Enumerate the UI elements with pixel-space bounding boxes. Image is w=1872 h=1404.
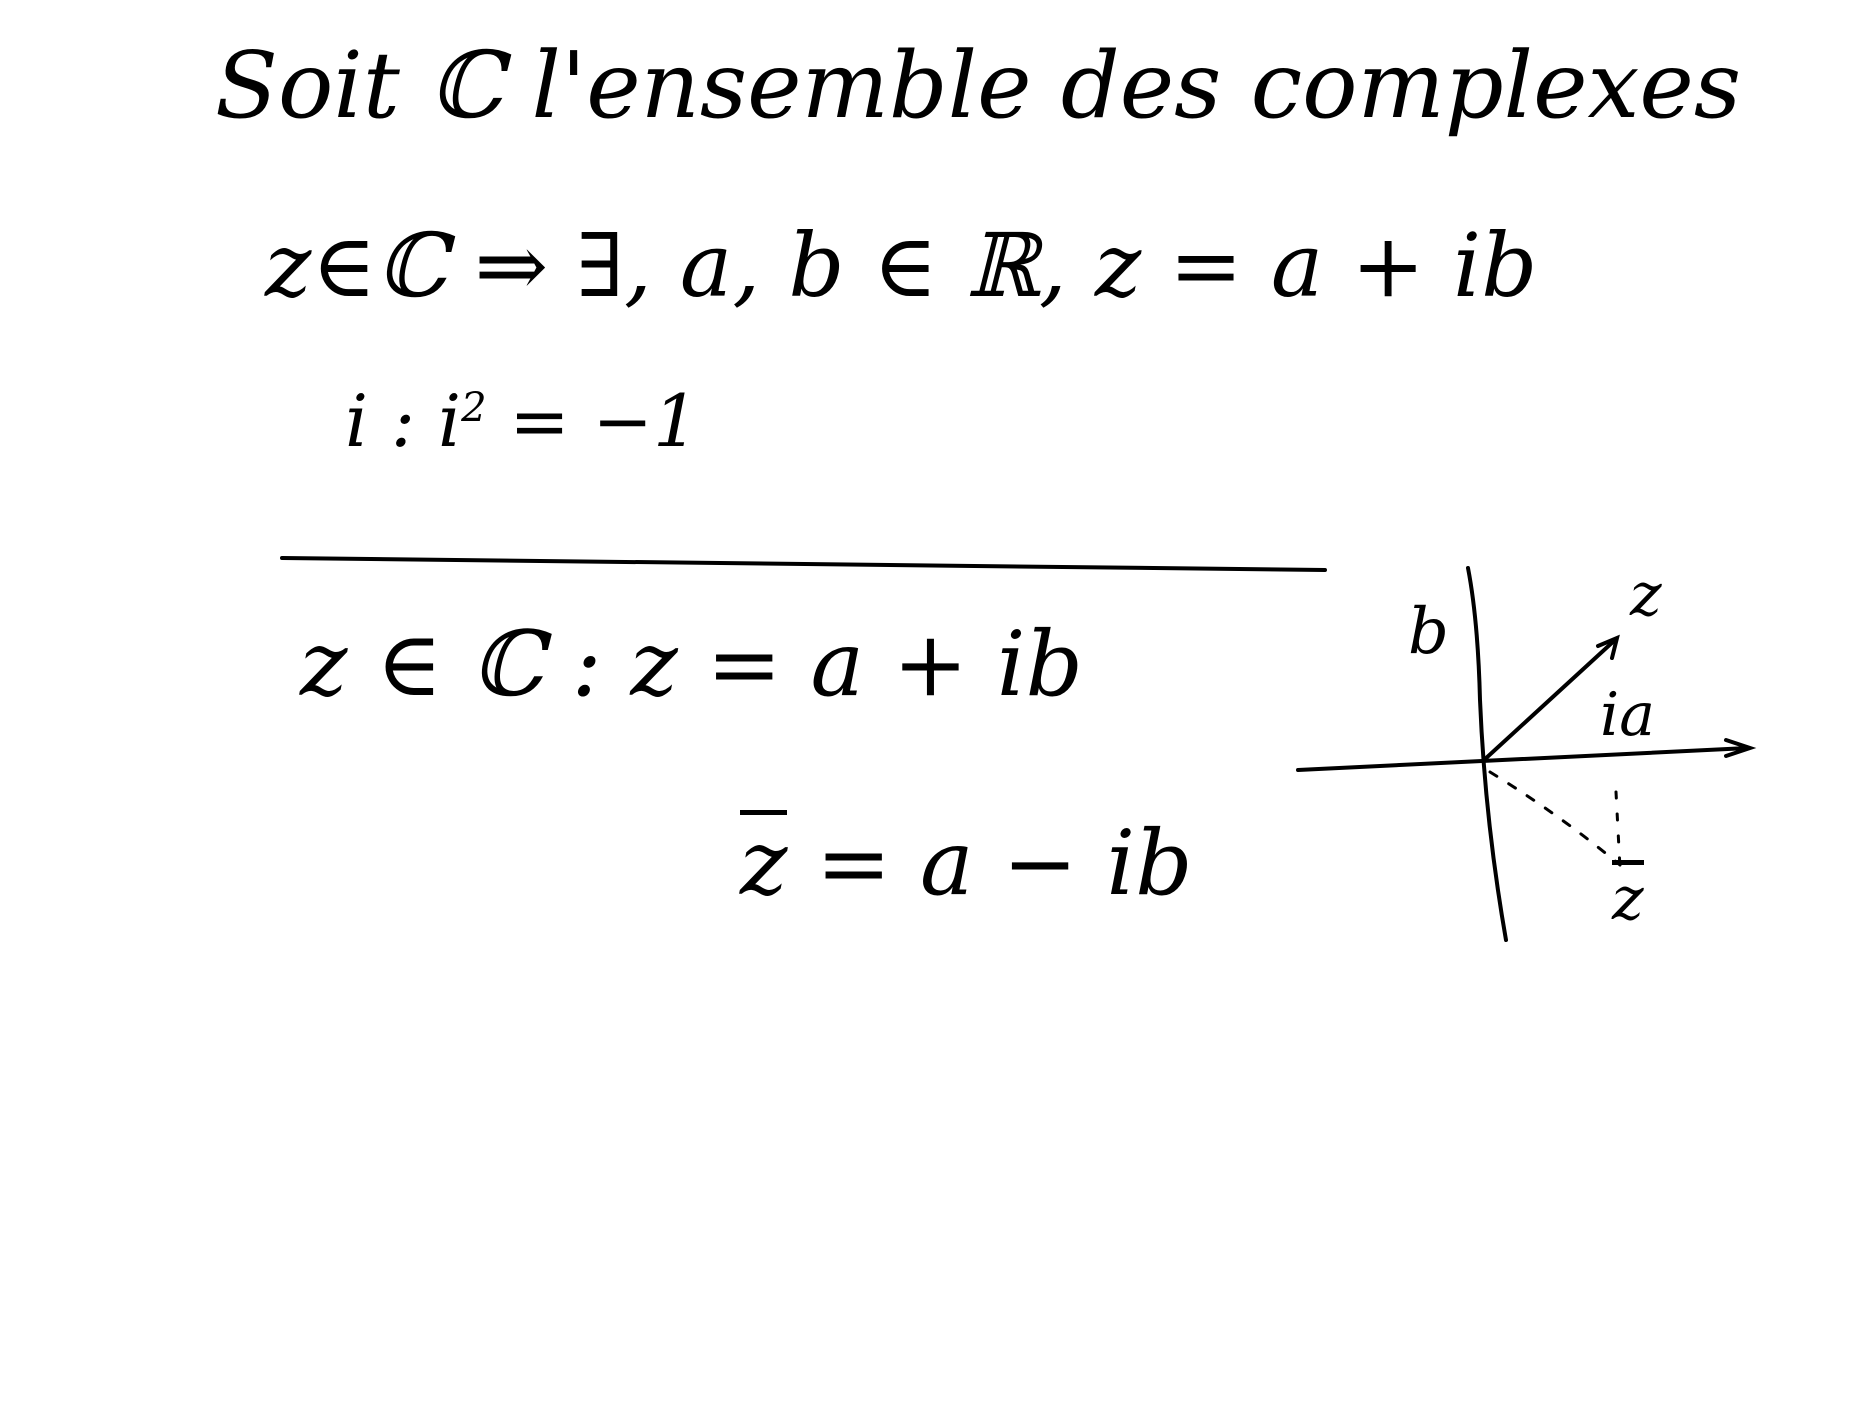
complex-form-line: z ∈ ℂ : z = a + ib	[300, 612, 1084, 717]
conjugate-dashed-vertical	[1616, 792, 1620, 868]
imaginary-unit-exponent: 2	[461, 385, 487, 431]
imaginary-unit-value: = −1	[486, 379, 699, 463]
conjugate-point-label	[1612, 860, 1644, 934]
conjugate-dashed-line	[1490, 772, 1620, 865]
imaginary-axis-label: b	[1408, 595, 1449, 669]
real-axis	[1298, 748, 1748, 770]
point-z-label: z	[1630, 560, 1662, 630]
definition-line: z∈ℂ ⇒ ∃, a, b ∈ ℝ, z = a + ib	[265, 214, 1538, 317]
imaginary-axis	[1468, 568, 1506, 940]
z-vector	[1484, 640, 1615, 760]
separator-line	[282, 558, 1325, 570]
title-line: Soit ℂ l'ensemble des complexes	[215, 32, 1742, 139]
conjugate-point-symbol: z	[1612, 860, 1644, 929]
conjugate-line	[740, 810, 1193, 916]
imaginary-unit-base: i : i	[345, 379, 462, 463]
real-part-label: ia	[1600, 680, 1655, 750]
conjugate-symbol: z	[740, 811, 788, 916]
conjugate-value: = a − ib	[787, 811, 1193, 916]
